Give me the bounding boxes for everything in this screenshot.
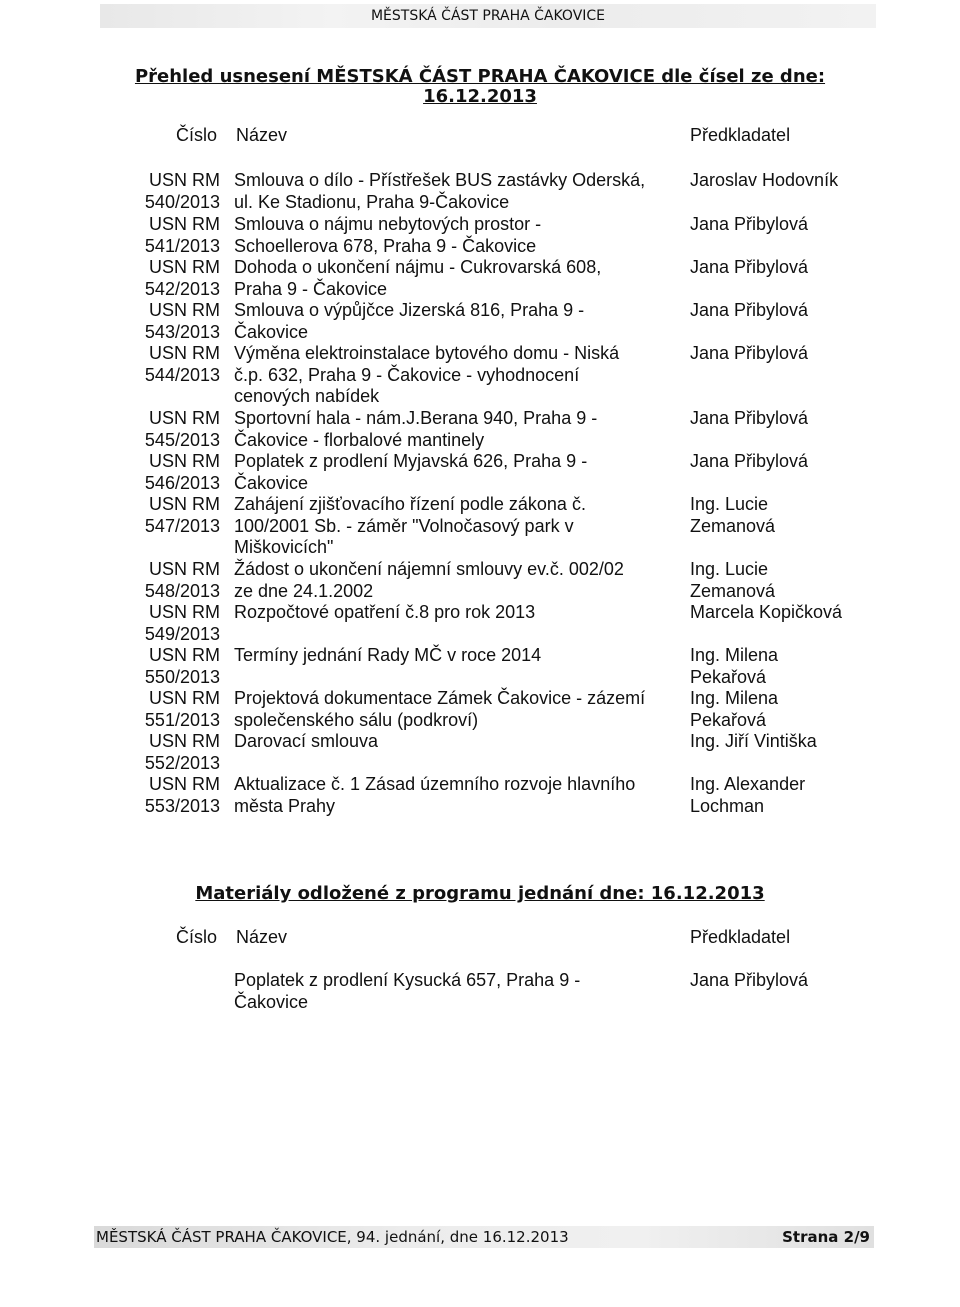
resolution-number-line: USN RM	[149, 731, 220, 751]
resolution-name	[234, 170, 689, 213]
resolution-number-line: 552/2013	[144, 752, 220, 773]
resolution-number-line: 543/2013	[144, 321, 220, 342]
resolution-submitter-line: Jaroslav Hodovník	[690, 170, 839, 190]
resolution-number-line: 545/2013	[144, 429, 220, 450]
resolution-name-line: cenových nabídek	[234, 386, 380, 407]
resolution-number-line: 550/2013	[144, 666, 220, 687]
column-header-nazev: Název	[236, 125, 288, 145]
document-title: Přehled usnesení MĚSTSKÁ ČÁST PRAHA ČAKOVICE dle čísel ze dne:	[134, 66, 826, 87]
document-title-date: 16.12.2013	[423, 86, 537, 107]
resolution-name	[234, 774, 689, 817]
resolution-submitter-line: Ing. Jiří Vintiška	[690, 731, 817, 751]
resolution-submitter	[690, 602, 890, 624]
resolution-number-line: USN RM	[149, 602, 220, 622]
resolution-number	[128, 494, 220, 537]
deferred-name-line: Poplatek z prodlení Kysucká 657, Praha 9 -	[234, 970, 581, 990]
resolution-number	[128, 170, 220, 213]
deferred-name-line: Čakovice	[234, 991, 309, 1012]
resolution-name-line: Sportovní hala - nám.J.Berana 940, Praha 9 -	[234, 408, 598, 428]
resolution-number-line: USN RM	[149, 343, 220, 363]
resolution-submitter-line: Ing. Milena	[690, 688, 779, 708]
resolution-number-line: USN RM	[149, 774, 220, 794]
resolution-number-line: USN RM	[149, 257, 220, 277]
resolution-submitter-line: Marcela Kopičková	[690, 602, 843, 622]
resolution-submitter-line: Zemanová	[690, 515, 776, 536]
resolution-number-line: 540/2013	[144, 191, 220, 212]
resolution-name	[234, 451, 689, 494]
resolution-name-line: Výměna elektroinstalace bytového domu - Niská	[234, 343, 620, 363]
resolution-submitter-line: Pekařová	[690, 666, 767, 687]
resolution-name-line: Aktualizace č. 1 Zásad územního rozvoje hlavního	[234, 774, 636, 794]
resolution-submitter	[690, 408, 890, 430]
resolution-submitter-line: Ing. Lucie	[690, 494, 769, 514]
resolution-name-line: ze dne 24.1.2002	[234, 580, 374, 601]
resolution-number-line: 553/2013	[144, 795, 220, 816]
resolution-name-line: Čakovice	[234, 472, 309, 493]
resolution-number	[128, 343, 220, 386]
resolution-name	[234, 731, 689, 753]
resolution-submitter-line: Pekařová	[690, 709, 767, 730]
resolution-name-line: města Prahy	[234, 795, 336, 816]
resolution-number-line: 547/2013	[144, 515, 220, 536]
resolution-submitter	[690, 688, 890, 731]
resolution-name-line: Miškovicích"	[234, 537, 334, 558]
resolution-submitter-line: Jana Přibylová	[690, 343, 809, 363]
resolution-submitter-line: Jana Přibylová	[690, 451, 809, 471]
resolution-submitter	[690, 214, 890, 236]
resolution-name	[234, 408, 689, 451]
resolution-number-line: 541/2013	[144, 235, 220, 256]
resolution-name-line: Čakovice - florbalové mantinely	[234, 429, 485, 450]
resolution-name-line: Darovací smlouva	[234, 731, 379, 751]
column-header-cislo: Číslo	[176, 125, 218, 145]
resolution-number	[128, 559, 220, 602]
resolution-name-line: ul. Ke Stadionu, Praha 9-Čakovice	[234, 191, 510, 212]
resolution-submitter-line: Jana Přibylová	[690, 300, 809, 320]
footer-meeting-info: MĚSTSKÁ ČÁST PRAHA ČAKOVICE, 94. jednání, dne 16.12.2013	[96, 1228, 569, 1246]
resolution-submitter-line: Jana Přibylová	[690, 214, 809, 234]
resolution-submitter-line: Ing. Milena	[690, 645, 779, 665]
resolution-submitter-line: Jana Přibylová	[690, 257, 809, 277]
deferred-name	[234, 970, 689, 1013]
resolution-number	[128, 451, 220, 494]
resolution-number	[128, 408, 220, 451]
resolution-name	[234, 214, 689, 257]
resolution-number-line: USN RM	[149, 408, 220, 428]
resolution-submitter-line: Jana Přibylová	[690, 408, 809, 428]
resolution-name	[234, 559, 689, 602]
page-footer	[94, 1226, 874, 1248]
resolution-name	[234, 602, 689, 624]
deferred-column-header-cislo: Číslo	[176, 927, 218, 947]
resolution-name-line: Schoellerova 678, Praha 9 - Čakovice	[234, 235, 537, 256]
resolution-number-line: USN RM	[149, 170, 220, 190]
deferred-column-header-nazev: Název	[236, 927, 288, 947]
resolution-name	[234, 688, 689, 731]
resolution-submitter	[690, 494, 890, 537]
resolution-number	[128, 774, 220, 817]
footer-page-number: Strana 2/9	[782, 1228, 870, 1246]
resolution-submitter	[690, 170, 890, 192]
resolution-name-line: Dohoda o ukončení nájmu - Cukrovarská 608,	[234, 257, 602, 277]
resolution-number-line: 546/2013	[144, 472, 220, 493]
resolution-submitter	[690, 774, 890, 817]
resolution-submitter-line: Lochman	[690, 795, 765, 816]
resolution-number-line: USN RM	[149, 214, 220, 234]
resolution-name	[234, 300, 689, 343]
resolution-name	[234, 494, 689, 559]
resolution-number	[128, 731, 220, 774]
resolution-number-line: 544/2013	[144, 364, 220, 385]
resolution-name-line: Praha 9 - Čakovice	[234, 278, 388, 299]
resolution-number	[128, 300, 220, 343]
deferred-section-title: Materiály odložené z programu jednání dne: 16.12.2013	[195, 883, 765, 904]
deferred-submitter	[690, 970, 890, 992]
deferred-submitter-line: Jana Přibylová	[690, 970, 809, 990]
resolution-name-line: Termíny jednání Rady MČ v roce 2014	[234, 645, 542, 665]
resolution-submitter	[690, 257, 890, 279]
resolution-name-line: Zahájení zjišťovacího řízení podle zákona č.	[234, 494, 586, 514]
resolution-number	[128, 602, 220, 645]
resolution-submitter	[690, 451, 890, 473]
resolution-number-line: USN RM	[149, 559, 220, 579]
resolution-name	[234, 257, 689, 300]
resolution-name-line: společenského sálu (podkroví)	[234, 709, 479, 730]
resolution-name	[234, 645, 689, 667]
resolution-name-line: Rozpočtové opatření č.8 pro rok 2013	[234, 602, 536, 622]
resolution-number-line: USN RM	[149, 645, 220, 665]
resolution-number	[128, 214, 220, 257]
resolution-submitter	[690, 645, 890, 688]
resolution-number	[128, 645, 220, 688]
resolution-number-line: 551/2013	[144, 709, 220, 730]
resolution-name-line: Smlouva o nájmu nebytových prostor -	[234, 214, 542, 234]
resolution-name-line: Smlouva o dílo - Přístřešek BUS zastávky Oderská,	[234, 170, 646, 190]
resolution-number-line: USN RM	[149, 494, 220, 514]
resolution-name-line: Čakovice	[234, 321, 309, 342]
resolution-name-line: Smlouva o výpůjčce Jizerská 816, Praha 9 -	[234, 300, 585, 320]
column-header-predkladatel: Předkladatel	[690, 125, 791, 145]
resolution-name-line: Žádost o ukončení nájemní smlouvy ev.č. 002/02	[234, 559, 624, 579]
resolution-submitter-line: Zemanová	[690, 580, 776, 601]
resolution-submitter	[690, 343, 890, 365]
resolution-name-line: Projektová dokumentace Zámek Čakovice - zázemí	[234, 688, 646, 708]
deferred-column-header-predkladatel: Předkladatel	[690, 927, 791, 947]
resolution-number	[128, 257, 220, 300]
resolution-submitter	[690, 559, 890, 602]
resolution-submitter-line: Ing. Alexander	[690, 774, 806, 794]
resolution-submitter-line: Ing. Lucie	[690, 559, 769, 579]
page-header: MĚSTSKÁ ČÁST PRAHA ČAKOVICE	[100, 4, 876, 28]
resolution-name-line: 100/2001 Sb. - záměr "Volnočasový park v	[234, 515, 574, 536]
resolution-name	[234, 343, 689, 408]
resolution-name-line: Poplatek z prodlení Myjavská 626, Praha 9 -	[234, 451, 588, 471]
resolution-submitter	[690, 300, 890, 322]
resolution-number-line: 542/2013	[144, 278, 220, 299]
resolution-number-line: USN RM	[149, 688, 220, 708]
resolution-submitter	[690, 731, 890, 753]
resolution-name-line: č.p. 632, Praha 9 - Čakovice - vyhodnocení	[234, 364, 580, 385]
resolution-number-line: 548/2013	[144, 580, 220, 601]
resolution-number-line: USN RM	[149, 300, 220, 320]
resolution-number	[128, 688, 220, 731]
resolution-number-line: USN RM	[149, 451, 220, 471]
resolution-number-line: 549/2013	[144, 623, 220, 644]
